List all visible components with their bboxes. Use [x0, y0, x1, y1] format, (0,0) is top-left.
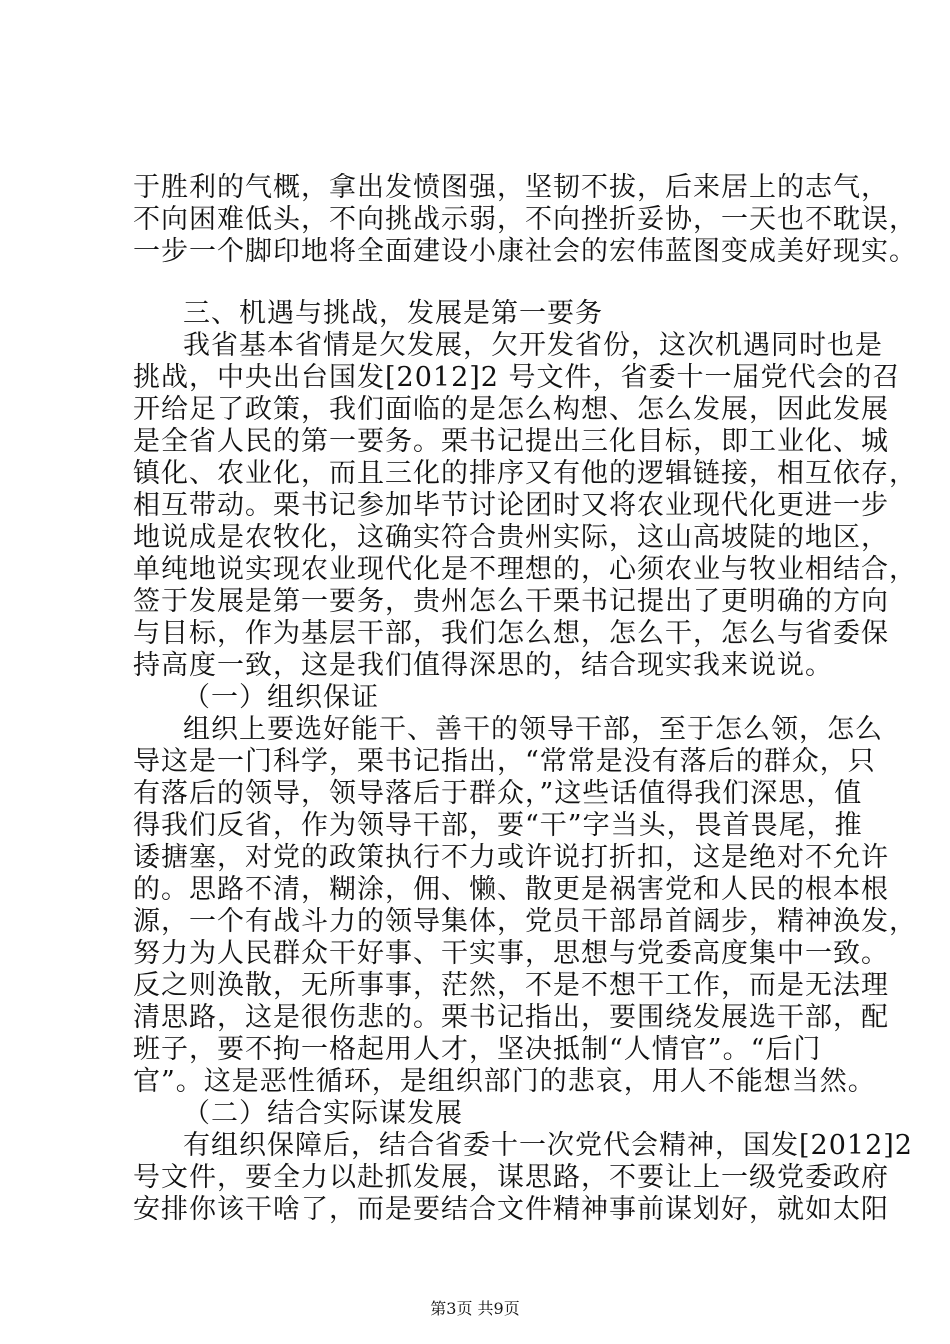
text-line: 的。思路不清，糊涂，佣、懒、散更是祸害党和人民的根本根 [133, 874, 889, 905]
text-line: 签于发展是第一要务，贵州怎么干栗书记提出了更明确的方向 [133, 586, 889, 617]
subsection-heading-2: （二）结合实际谋发展 [183, 1098, 463, 1129]
text-line: 班子，要不拘一格起用人才，坚决抵制“人情官”。“后门 [133, 1034, 822, 1065]
sub2-paragraph [133, 1130, 913, 1226]
text-line: 单纯地说实现农业现代化是不理想的，心须农业与牧业相结合， [133, 554, 917, 585]
text-line: 努力为人民群众干好事、干实事，思想与党委高度集中一致。 [133, 938, 889, 969]
text-line: 组织上要选好能干、善干的领导干部，至于怎么领，怎么 [183, 714, 883, 745]
section-heading-3: 三、机遇与挑战，发展是第一要务 [183, 298, 603, 329]
text-line: 挑战，中央出台国发[2012]2 号文件，省委十一届党代会的召 [133, 362, 901, 393]
text-line: 不向困难低头，不向挑战示弱，不向挫折妥协，一天也不耽误， [133, 204, 917, 235]
text-line: 相互带动。栗书记参加毕节讨论团时又将农业现代化更进一步 [133, 490, 889, 521]
subsection-heading-1: （一）组织保证 [183, 682, 379, 713]
text-line: 反之则涣散，无所事事，茫然，不是不想干工作，而是无法理 [133, 970, 889, 1001]
text-line: 一步一个脚印地将全面建设小康社会的宏伟蓝图变成美好现实。 [133, 236, 917, 267]
document-body [133, 172, 917, 1226]
text-line: 镇化、农业化，而且三化的排序又有他的逻辑链接，相互依存， [133, 458, 917, 489]
page-footer: 第3页 共9页 [430, 1299, 520, 1318]
text-line: 我省基本省情是欠发展，欠开发省份，这次机遇同时也是 [183, 330, 883, 361]
sub1-paragraph [133, 714, 917, 1098]
text-line: 得我们反省，作为领导干部，要“干”字当头，畏首畏尾，推 [133, 810, 863, 841]
section3-paragraph [133, 330, 917, 682]
text-line: 官”。这是恶性循环，是组织部门的悲哀，用人不能想当然。 [133, 1066, 876, 1097]
text-line: 于胜利的气概，拿出发愤图强，坚韧不拔，后来居上的志气， [133, 172, 889, 203]
paragraph-intro [133, 172, 917, 268]
paragraph-gap [133, 268, 833, 298]
text-line: 清思路，这是很伤悲的。栗书记指出，要围绕发展选干部，配 [133, 1002, 889, 1033]
text-line: 安排你该干啥了，而是要结合文件精神事前谋划好，就如太阳 [133, 1194, 889, 1225]
text-line: 是全省人民的第一要务。栗书记提出三化目标，即工业化、城 [133, 426, 889, 457]
text-line: 诿搪塞，对党的政策执行不力或许说打折扣，这是绝对不允许 [133, 842, 889, 873]
text-line: 源，一个有战斗力的领导集体，党员干部昂首阔步，精神涣发， [133, 906, 917, 937]
text-line: 开给足了政策，我们面临的是怎么构想、怎么发展，因此发展 [133, 394, 889, 425]
text-line: 有组织保障后，结合省委十一次党代会精神，国发[2012]2 [183, 1130, 913, 1161]
text-line: 与目标，作为基层干部，我们怎么想，怎么干，怎么与省委保 [133, 618, 889, 649]
text-line: 导这是一门科学，栗书记指出，“常常是没有落后的群众，只 [133, 746, 876, 777]
text-line: 有落后的领导，领导落后于群众，”这些话值得我们深思，值 [133, 778, 863, 809]
text-line: 地说成是农牧化，这确实符合贵州实际，这山高坡陡的地区， [133, 522, 889, 553]
text-line: 持高度一致，这是我们值得深思的，结合现实我来说说。 [133, 650, 833, 681]
text-line: 号文件，要全力以赴抓发展，谋思路，不要让上一级党委政府 [133, 1162, 889, 1193]
